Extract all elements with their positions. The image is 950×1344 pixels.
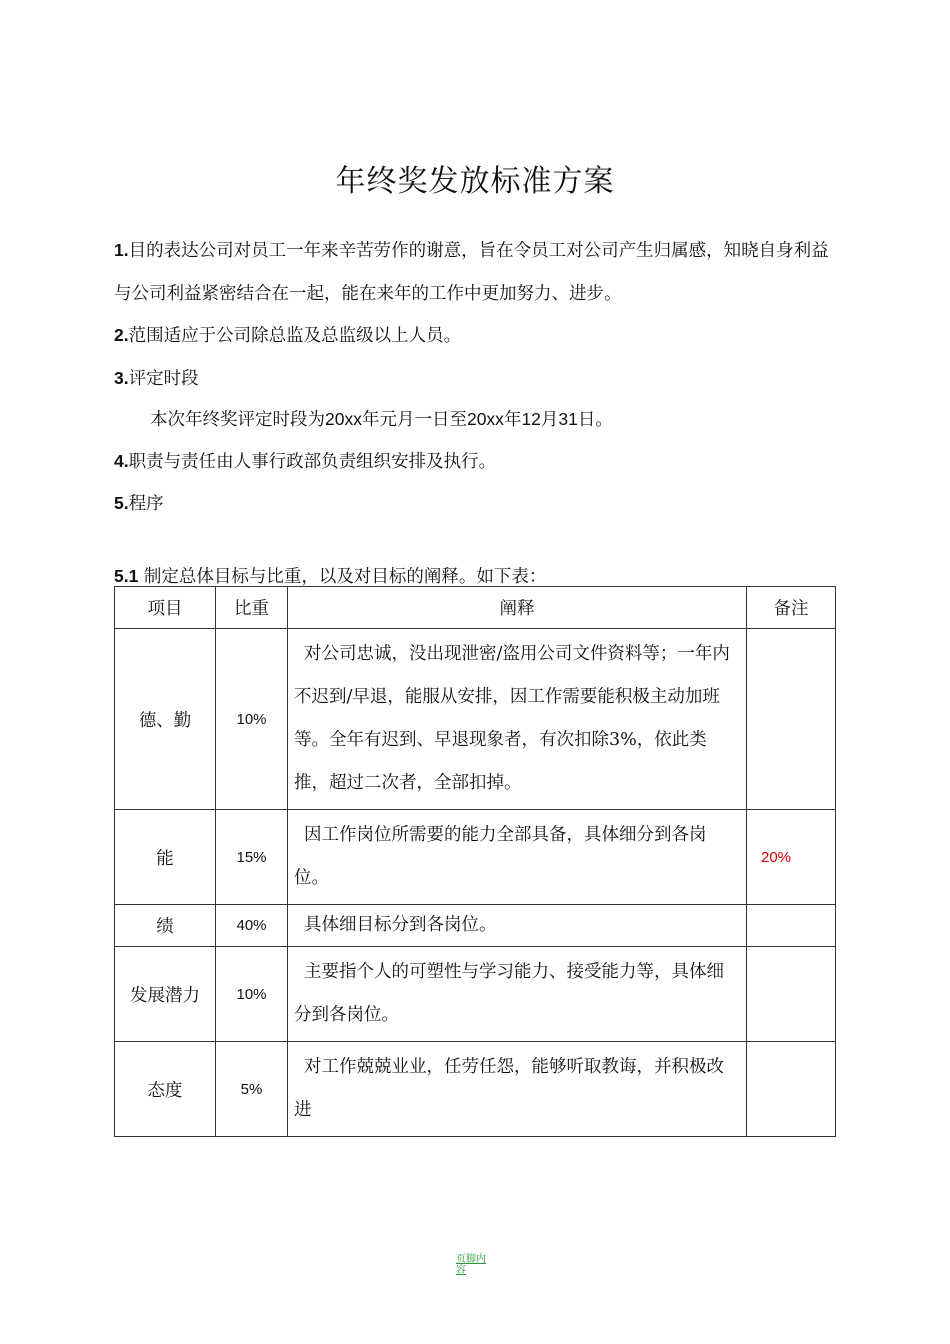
section-3-body [114, 398, 836, 442]
row-description [288, 810, 747, 905]
section-3-number: 3. [114, 368, 129, 388]
header-item: 项目 [115, 587, 216, 629]
section-5 [114, 482, 836, 526]
row-description-text: 对公司忠诚，没出现泄密/盗用公司文件资料等；一年内不迟到/早退，能服从安排，因工作需要能积极主动加班等。全年有迟到、早退现象者，有次扣除3%，依此类推，超过二次者，全部扣掉。 [294, 644, 730, 793]
bonus-criteria-table [114, 586, 836, 1137]
period-month: 12 [521, 409, 541, 429]
row-weight: 40% [216, 905, 288, 947]
row-description-text: 主要指个人的可塑性与学习能力、接受能力等，具体细分到各岗位。 [294, 962, 724, 1025]
period-day: 31 [558, 409, 578, 429]
table-row [115, 810, 836, 905]
period-text-5: 日。 [577, 410, 613, 430]
row-note [747, 947, 836, 1042]
section-3 [114, 357, 836, 401]
row-note [747, 1042, 836, 1137]
period-text-1: 本次年终奖评定时段为 [150, 410, 325, 430]
row-weight: 5% [216, 1042, 288, 1137]
header-description: 阐释 [288, 587, 747, 629]
table-header-row [115, 587, 836, 629]
section-1 [114, 229, 836, 316]
section-5-number: 5. [114, 493, 129, 513]
row-item: 态度 [115, 1042, 216, 1137]
table-row [115, 905, 836, 947]
row-note: 20% [747, 810, 836, 905]
table-row [115, 1042, 836, 1137]
section-2-number: 2. [114, 325, 129, 345]
row-weight: 10% [216, 629, 288, 810]
row-note [747, 629, 836, 810]
row-description [288, 947, 747, 1042]
section-5-text: 程序 [128, 494, 164, 514]
section-4-number: 4. [114, 451, 129, 471]
period-year-start: 20xx [325, 409, 362, 429]
row-item: 德、勤 [115, 629, 216, 810]
period-text-3: 年 [503, 410, 522, 430]
section-3-text: 评定时段 [128, 369, 199, 389]
section-5-1-number: 5.1 [114, 566, 139, 586]
row-description [288, 1042, 747, 1137]
row-description [288, 905, 747, 947]
period-year-end: 20xx [466, 409, 504, 429]
section-5-1-text: 制定总体目标与比重，以及对目标的阐释。如下表： [138, 567, 547, 587]
section-4 [114, 440, 836, 484]
header-note: 备注 [747, 587, 836, 629]
row-item: 能 [115, 810, 216, 905]
row-note [747, 905, 836, 947]
table-row [115, 947, 836, 1042]
row-weight: 15% [216, 810, 288, 905]
row-description [288, 629, 747, 810]
page-title: 年终奖发放标准方案 [335, 164, 615, 199]
section-1-number: 1. [114, 240, 129, 260]
row-description-text: 具体细目标分到各岗位。 [304, 915, 497, 935]
section-2-text: 范围适应于公司除总监及总监级以上人员。 [128, 326, 462, 346]
row-description-text: 对工作兢兢业业，任劳任怨，能够听取教诲，并积极改进 [294, 1057, 724, 1120]
period-text-2: 年元月一日至 [361, 410, 467, 430]
row-item: 发展潜力 [115, 947, 216, 1042]
section-4-text: 职责与责任由人事行政部负责组织安排及执行。 [128, 452, 497, 472]
table-row [115, 629, 836, 810]
section-2 [114, 314, 836, 358]
header-weight: 比重 [216, 587, 288, 629]
period-text-4: 月 [540, 410, 559, 430]
row-item: 绩 [115, 905, 216, 947]
page-footer: 页脚内容 [456, 1254, 486, 1276]
section-1-text: 目的表达公司对员工一年来辛苦劳作的谢意，旨在令员工对公司产生归属感，知晓自身利益与公司利益紧密结合在一起，能在来年的工作中更加努力、进步。 [114, 241, 829, 304]
row-weight: 10% [216, 947, 288, 1042]
row-description-text: 因工作岗位所需要的能力全部具备，具体细分到各岗位。 [294, 825, 707, 888]
